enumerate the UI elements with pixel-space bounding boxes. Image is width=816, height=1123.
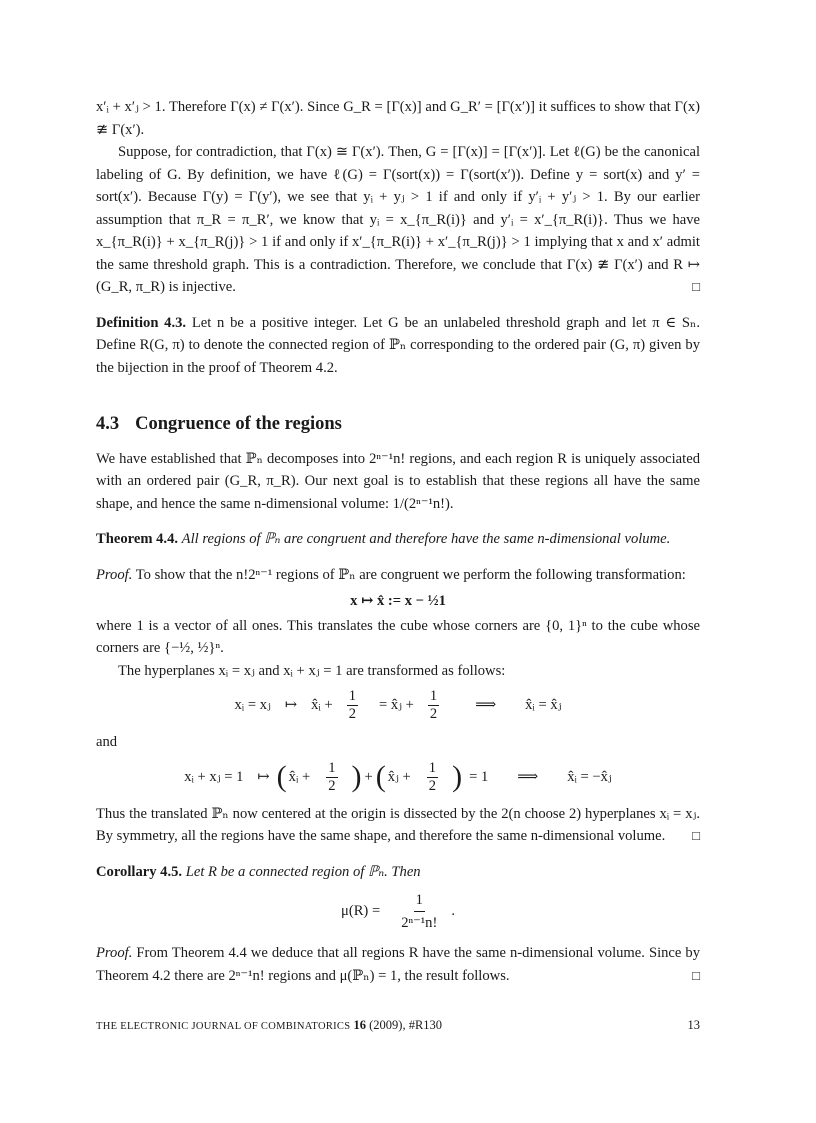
proof-corollary bbox=[96, 942, 700, 987]
eq2-equals-one: = 1 bbox=[469, 768, 489, 785]
qed-symbol-3: □ bbox=[692, 967, 700, 983]
page-body bbox=[96, 96, 700, 987]
proof2-text: From Theorem 4.4 we deduce that all regions R have the same n-dimensional volume. Since by Theorem 4.2 there are 2ⁿ⁻¹n! regions and μ(ℙₙ) = 1, the result follows. bbox=[96, 945, 700, 984]
qed-symbol-2: □ bbox=[692, 828, 700, 843]
section-number: 4.3 bbox=[96, 414, 120, 434]
eq1-half-b-num: 1 bbox=[429, 688, 438, 704]
equation-1 bbox=[96, 688, 700, 723]
journal-volume: 16 bbox=[353, 1018, 367, 1032]
eq2-maps-to: ↦ bbox=[257, 768, 270, 785]
eq2-paren-close-2: ) bbox=[452, 760, 463, 793]
eq2-half-2 bbox=[420, 760, 445, 795]
journal-issue: (2009), #R130 bbox=[369, 1018, 443, 1032]
eq2-rhs: x̂ᵢ = −x̂ⱼ bbox=[567, 768, 612, 785]
intro-text: x′ᵢ + x′ⱼ > 1. Therefore Γ(x) ≠ Γ(x′). Since G_R = [Γ(x)] and G_R′ = [Γ(x′)] it suffices to show that Γ(x) ≇ Γ(x′). bbox=[96, 99, 700, 138]
suppose-text: Suppose, for contradiction, that Γ(x) ≅ Γ(x′). Then, G = [Γ(x)] = [Γ(x′)]. Let ℓ(G) be the canonical labeling of G. By definition, we have ℓ(G) = Γ(sort(x)) = Γ(sort(x′)). Define y = sort(x) and y′ = sort(x′). Because Γ(y) = Γ(y′), we see that yᵢ + yⱼ > 1 if and only if y′ᵢ + y′ⱼ > 1. By our earlier assumption that π_R = π_R′, we know that yᵢ = x_{π_R(i)} and y′ᵢ = x′_{π_R(i)}. Thus we have x_{π_R(i)} + x_{π_R(j)} > 1 if and only if x′_{π_R(i)} + x′_{π_R(j)} > 1 implying that x and x′ admit the same threshold graph. This is a contradiction. Therefore, we conclude that Γ(x) ≇ Γ(x′) and R ↦ (G_R, π_R) is injective. bbox=[96, 144, 700, 295]
eq1-term-b: = x̂ⱼ + bbox=[378, 697, 414, 714]
and-text bbox=[96, 731, 700, 754]
mu-lhs: μ(R) = bbox=[341, 903, 381, 920]
proof2-label: Proof. bbox=[96, 945, 133, 961]
corollary-label: Corollary 4.5. bbox=[96, 863, 183, 880]
eq2-paren-open-1: ( bbox=[276, 760, 287, 793]
section-title: Congruence of the regions bbox=[135, 414, 342, 434]
eq1-half-b bbox=[421, 688, 446, 723]
eq2-term-1: x̂ᵢ + bbox=[288, 768, 311, 785]
eq2-half-1 bbox=[319, 760, 344, 795]
transform-equation bbox=[96, 590, 700, 613]
theorem-text: All regions of ℙₙ are congruent and therefore have the same n-dimensional volume. bbox=[181, 531, 671, 547]
proof-label: Proof. bbox=[96, 566, 133, 583]
transform-equation-text: x ↦ x̂ := x − ½1 bbox=[350, 593, 446, 609]
proof-theorem-4-4 bbox=[96, 564, 700, 587]
mu-denominator: 2ⁿ⁻¹n! bbox=[401, 915, 438, 931]
qed-symbol: □ bbox=[692, 279, 700, 294]
eq2-lhs: xᵢ + xⱼ = 1 bbox=[184, 768, 244, 785]
where-paragraph bbox=[96, 615, 700, 660]
hyperplanes-paragraph bbox=[96, 660, 700, 683]
intro-paragraph bbox=[96, 96, 700, 141]
page-number: 13 bbox=[687, 1018, 700, 1032]
eq2-plus: + bbox=[364, 768, 373, 785]
where-text: where 1 is a vector of all ones. This translates the cube whose corners are {0, 1}ⁿ to the cube whose corners are {−½, ½}ⁿ. bbox=[96, 617, 700, 656]
definition-label: Definition 4.3. bbox=[96, 314, 187, 331]
thus-paragraph bbox=[96, 803, 700, 848]
eq1-half-a-num: 1 bbox=[348, 688, 356, 704]
eq2-half-1-num: 1 bbox=[328, 759, 336, 776]
section-paragraph bbox=[96, 448, 700, 516]
thus-text: Thus the translated ℙₙ now centered at the origin is dissected by the 2(n choose 2) hyperplanes xᵢ = xⱼ. By symmetry, all the regions have the same shape, and therefore the same n-dimensional volume. bbox=[96, 805, 700, 844]
corollary-text: Let R be a connected region of ℙₙ. Then bbox=[185, 863, 421, 880]
equation-2 bbox=[96, 760, 700, 795]
journal-name: THE ELECTRONIC JOURNAL OF COMBINATORICS bbox=[96, 1021, 351, 1032]
and-word: and bbox=[96, 734, 118, 750]
eq1-half-a bbox=[340, 688, 365, 723]
hyperplanes-text: The hyperplanes xᵢ = xⱼ and xᵢ + xⱼ = 1 are transformed as follows: bbox=[118, 662, 506, 679]
eq2-paren-close-1: ) bbox=[351, 760, 362, 793]
equation-mu bbox=[96, 889, 700, 934]
eq2-implies: ⟹ bbox=[517, 768, 539, 785]
eq2-half-2-num: 1 bbox=[428, 759, 437, 776]
proof-continuation-paragraph bbox=[96, 141, 700, 299]
eq1-implies: ⟹ bbox=[475, 697, 497, 714]
section-heading bbox=[96, 413, 700, 436]
eq1-half-a-den: 2 bbox=[348, 706, 356, 722]
mu-numerator: 1 bbox=[414, 889, 425, 912]
proof-text: To show that the n!2ⁿ⁻¹ regions of ℙₙ are congruent we perform the following transformation: bbox=[135, 566, 686, 583]
eq1-half-b-den: 2 bbox=[429, 706, 438, 722]
theorem-4-4 bbox=[96, 528, 700, 551]
eq2-half-2-den: 2 bbox=[428, 777, 437, 794]
eq1-maps-to: ↦ bbox=[284, 697, 298, 714]
eq2-paren-open-2: ( bbox=[375, 760, 386, 793]
eq2-term-2: x̂ⱼ + bbox=[387, 768, 411, 785]
definition-4-3 bbox=[96, 312, 700, 380]
page-footer bbox=[96, 1018, 700, 1033]
mu-period: . bbox=[451, 903, 455, 920]
eq2-half-1-den: 2 bbox=[328, 777, 336, 794]
eq1-rhs: x̂ᵢ = x̂ⱼ bbox=[525, 697, 562, 714]
corollary-4-5 bbox=[96, 861, 700, 884]
eq1-term-a: x̂ᵢ + bbox=[311, 697, 333, 714]
eq1-lhs: xᵢ = xⱼ bbox=[234, 697, 271, 714]
theorem-label: Theorem 4.4. bbox=[96, 531, 179, 547]
definition-text: Let n be a positive integer. Let G be an unlabeled threshold graph and let π ∈ Sₙ. Define R(G, π) to denote the connected region of ℙₙ corresponding to the ordered pair (G, π) given by the bijection in the proof of Theorem 4.2. bbox=[96, 314, 700, 376]
mu-fraction bbox=[394, 889, 444, 934]
section-text: We have established that ℙₙ decomposes into 2ⁿ⁻¹n! regions, and each region R is uniquely associated with an ordered pair (G_R, π_R). Our next goal is to establish that these regions all have the same shape, and hence the same n-dimensional volume: 1/(2ⁿ⁻¹n!). bbox=[96, 450, 700, 512]
